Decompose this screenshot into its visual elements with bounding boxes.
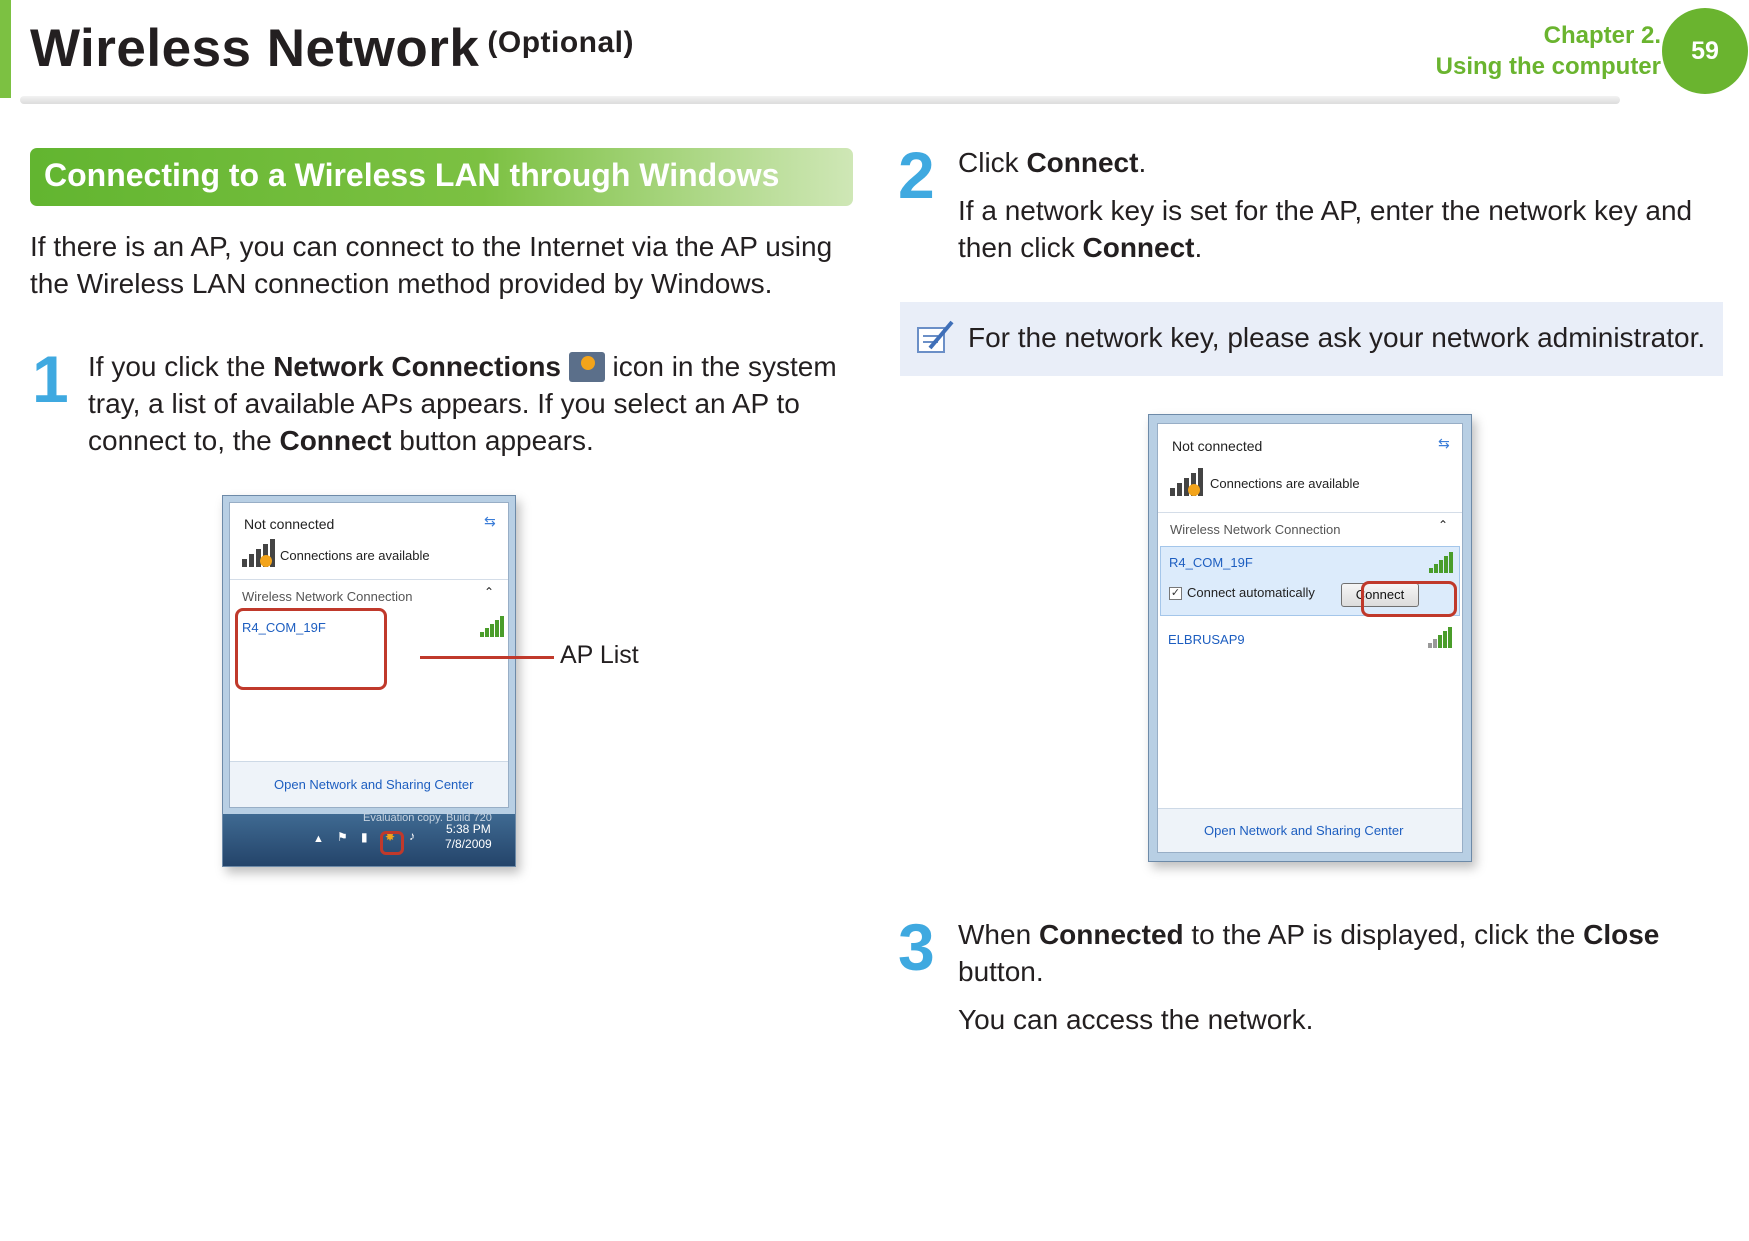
step-3-line-1 [958,916,1738,953]
step-3-bold-connected: Connected [1038,919,1184,950]
section-banner [30,148,853,206]
chapter-label [1436,20,1661,82]
popup-2-network-item-2[interactable]: ELBRUSAP9 [1168,632,1245,647]
popup-2-status: Not connected [1172,438,1263,454]
step-3-text [958,916,1738,1038]
available-star-icon [260,555,272,567]
refresh-icon[interactable]: ⇆ [484,513,496,529]
note-text: For the network key, please ask your network administrator. [968,322,1706,353]
collapse-chevron-icon-2[interactable]: ⌃ [1438,518,1449,532]
step-2-line-1 [958,144,1738,181]
connect-button-highlight [1361,581,1457,617]
step-1-line-1 [88,348,868,385]
step-1-bold-connect: Connect [279,425,392,456]
tray-icon-highlight [380,831,404,855]
step-1-line-3-pre: connect to, the [88,425,280,456]
popup-1-footer [230,761,508,807]
connect-automatically-checkbox[interactable]: ✓ [1170,587,1181,599]
screenshot-network-popup-2 [1148,414,1472,862]
step-1-text-post: icon in the system [604,351,837,382]
step-2-line-2: If a network key is set for the AP, enter the network key and [958,195,1693,226]
step-2-line-1-pre: Click [958,147,1027,178]
step-1-text [88,348,868,459]
page-number-badge: 59 [1662,8,1748,94]
network-signal-icon-3 [1428,626,1454,648]
step-1-number: 1 [32,342,69,416]
popup-2-footer [1158,808,1462,852]
step-2-number: 2 [898,138,935,212]
step-2-line-1-post: . [1138,147,1147,178]
clock-time: 5:38 PM [446,822,491,836]
ap-list-highlight [235,608,387,690]
taskbar-watermark: Evaluation copy. Build 720 [363,812,492,824]
step-3-number: 3 [898,910,935,984]
step-2-bold-connect: Connect [1026,147,1139,178]
popup-1-footer-link[interactable]: Open Network and Sharing Center [274,777,474,792]
refresh-icon-2[interactable]: ⇆ [1438,435,1450,451]
popup-2-panel [1157,423,1463,853]
note-box [900,302,1723,376]
step-3-line-1-mid: to the AP is displayed, click the [1183,919,1584,950]
step-2-line-3-pre: then click [958,232,1083,263]
popup-2-divider [1158,512,1462,513]
tray-expand-icon[interactable]: ▲ [313,833,324,845]
page-title-main: Wireless Network [30,19,480,78]
screenshot-network-popup-1 [222,495,516,867]
header-accent-bar [0,0,11,98]
step-2-line-3-post: . [1194,232,1203,263]
step-3-line-3: You can access the network. [958,1004,1314,1035]
clock-date: 7/8/2009 [445,837,492,851]
popup-1-section-label: Wireless Network Connection [242,589,413,604]
popup-2-network-item-1[interactable]: R4_COM_19F [1169,555,1253,570]
step-3-line-1-pre: When [958,919,1039,950]
step-3-line-2: button. [958,956,1044,987]
step-1-line-3 [88,422,868,459]
step-2-bold-connect-2: Connect [1082,232,1195,263]
popup-1-available: Connections are available [280,548,430,563]
step-1-line-3-post: button appears. [391,425,594,456]
popup-2-available: Connections are available [1210,476,1360,491]
callout-leader-line [420,656,554,659]
page-title [30,18,634,79]
connect-automatically-label: Connect automatically [1187,585,1315,600]
network-signal-icon [480,615,506,637]
popup-2-section-label: Wireless Network Connection [1170,522,1341,537]
volume-icon[interactable]: ♪ [409,829,415,843]
network-signal-icon-2 [1429,551,1455,573]
chapter-number: Chapter 2. [1543,22,1661,49]
chapter-title: Using the computer [1435,53,1661,80]
section-banner-title: Connecting to a Wireless LAN through Windows [44,157,780,193]
taskbar [223,814,515,866]
step-1-line-2: tray, a list of available APs appears. If you select an AP to [88,388,800,419]
action-center-icon[interactable]: ⚑ [337,830,348,844]
tray-network-icon[interactable]: ✸ [385,830,396,844]
power-icon[interactable]: ▮ [361,830,368,844]
clock[interactable] [445,822,492,852]
connect-button[interactable]: Connect [1341,583,1419,607]
intro-line-1: If there is an AP, you can connect to the Internet via the AP using [30,231,833,262]
step-1-bold-network-connections: Network Connections [273,351,561,382]
popup-1-divider [230,579,508,580]
intro-line-2: the Wireless LAN connection method provided by Windows. [30,268,773,299]
header-divider [20,96,1620,104]
pencil-note-icon [914,318,958,358]
popup-1-network-item[interactable]: R4_COM_19F [242,620,326,635]
collapse-chevron-icon[interactable]: ⌃ [484,585,495,599]
step-2-text [958,144,1738,266]
network-connections-icon [569,352,605,382]
page-title-suffix: (Optional) [487,26,635,59]
step-3-bold-close: Close [1583,919,1660,950]
popup-2-footer-link[interactable]: Open Network and Sharing Center [1204,823,1404,838]
ap-list-callout: AP List [560,641,639,669]
intro-paragraph [30,228,832,302]
step-2-line-3 [958,229,1738,266]
available-star-icon-2 [1188,484,1200,496]
popup-1-status: Not connected [244,516,335,532]
step-1-text-pre: If you click the [88,351,274,382]
